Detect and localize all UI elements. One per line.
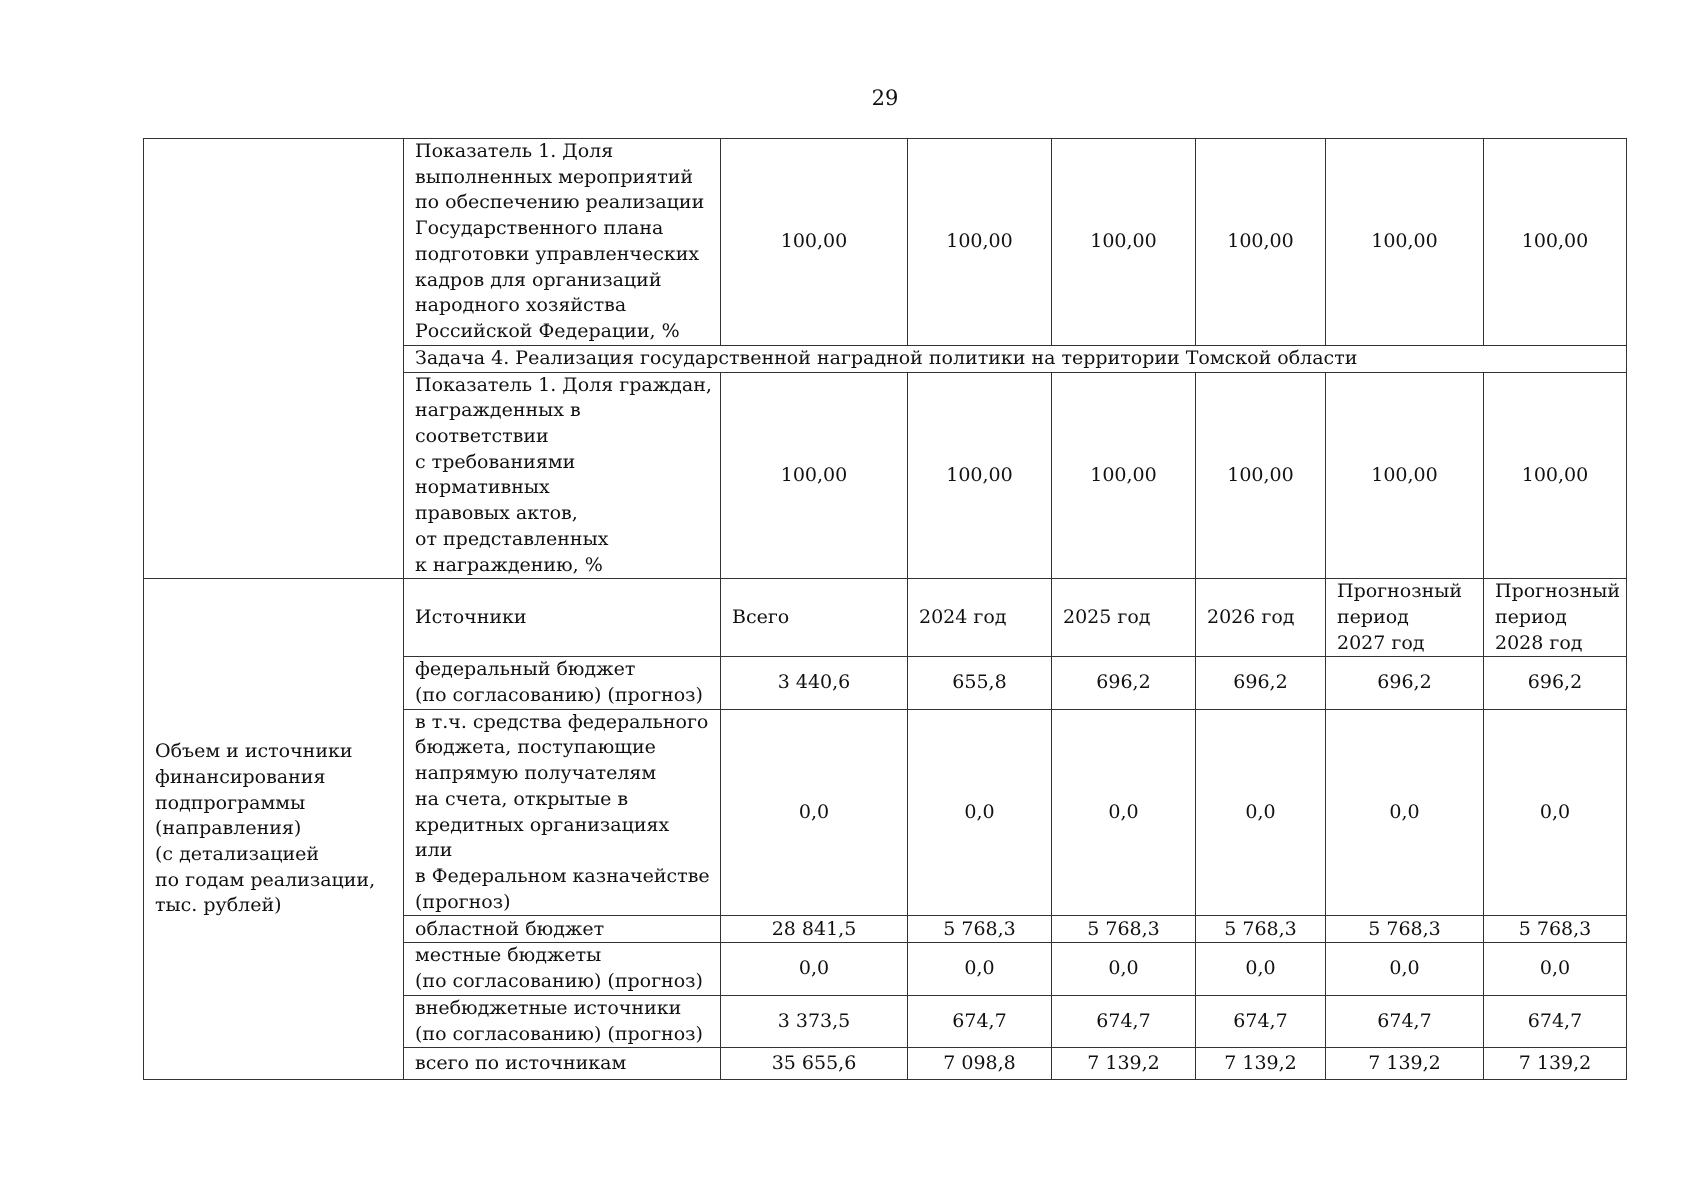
indicator-value: 100,00 xyxy=(1326,139,1484,346)
column-header: Прогнозный период 2027 год xyxy=(1326,579,1484,657)
amount-cell: 696,2 xyxy=(1196,657,1326,709)
amount-cell: 0,0 xyxy=(721,943,908,995)
indicator-value: 100,00 xyxy=(1326,372,1484,579)
source-label: местные бюджеты (по согласованию) (прогноз) xyxy=(404,943,721,995)
amount-cell: 696,2 xyxy=(1484,657,1627,709)
source-label: федеральный бюджет (по согласованию) (прогноз) xyxy=(404,657,721,709)
column-header: 2026 год xyxy=(1196,579,1326,657)
amount-cell: 5 768,3 xyxy=(908,916,1052,943)
amount-cell: 674,7 xyxy=(1052,995,1196,1047)
amount-cell: 0,0 xyxy=(1052,943,1196,995)
indicator-value: 100,00 xyxy=(1196,139,1326,346)
source-label: всего по источникам xyxy=(404,1048,721,1080)
column-header: Источники xyxy=(404,579,721,657)
blank-cell xyxy=(144,139,404,579)
column-header: 2025 год xyxy=(1052,579,1196,657)
amount-cell: 5 768,3 xyxy=(1326,916,1484,943)
amount-cell: 7 098,8 xyxy=(908,1048,1052,1080)
indicator-label: Показатель 1. Доля выполненных мероприятий по обеспечению реализации Государственного плана подготовки управленческих кадров для организаций народного хозяйства Российской Федерации, % xyxy=(404,139,721,346)
amount-cell: 0,0 xyxy=(1052,709,1196,916)
amount-cell: 674,7 xyxy=(1326,995,1484,1047)
amount-cell: 655,8 xyxy=(908,657,1052,709)
amount-cell: 674,7 xyxy=(1196,995,1326,1047)
amount-cell: 0,0 xyxy=(1484,943,1627,995)
source-label: в т.ч. средства федерального бюджета, поступающие напрямую получателям на счета, открытые в кредитных организациях или в Федеральном казначействе (прогноз) xyxy=(404,709,721,916)
amount-cell: 0,0 xyxy=(1484,709,1627,916)
column-header: Прогнозный период 2028 год xyxy=(1484,579,1627,657)
amount-cell: 696,2 xyxy=(1052,657,1196,709)
amount-cell: 3 373,5 xyxy=(721,995,908,1047)
amount-cell: 7 139,2 xyxy=(1052,1048,1196,1080)
indicator-value: 100,00 xyxy=(1484,372,1627,579)
amount-cell: 5 768,3 xyxy=(1196,916,1326,943)
source-label: внебюджетные источники (по согласованию) (прогноз) xyxy=(404,995,721,1047)
indicator-value: 100,00 xyxy=(1052,139,1196,346)
indicator-value: 100,00 xyxy=(1196,372,1326,579)
indicator-row xyxy=(144,139,1627,346)
amount-cell: 35 655,6 xyxy=(721,1048,908,1080)
source-label: областной бюджет xyxy=(404,916,721,943)
amount-cell: 696,2 xyxy=(1326,657,1484,709)
amount-cell: 0,0 xyxy=(1196,943,1326,995)
amount-cell: 0,0 xyxy=(908,709,1052,916)
indicator-value: 100,00 xyxy=(908,139,1052,346)
amount-cell: 0,0 xyxy=(908,943,1052,995)
amount-cell: 674,7 xyxy=(1484,995,1627,1047)
amount-cell: 0,0 xyxy=(1326,943,1484,995)
indicator-value: 100,00 xyxy=(908,372,1052,579)
indicator-value: 100,00 xyxy=(721,372,908,579)
amount-cell: 0,0 xyxy=(721,709,908,916)
financing-section-label: Объем и источники финансирования подпрограммы (направления) (с детализацией по годам реализации, тыс. рублей) xyxy=(144,579,404,1080)
amount-cell: 3 440,6 xyxy=(721,657,908,709)
column-header: 2024 год xyxy=(908,579,1052,657)
indicator-value: 100,00 xyxy=(1052,372,1196,579)
task-title: Задача 4. Реализация государственной наградной политики на территории Томской области xyxy=(404,345,1627,372)
amount-cell: 28 841,5 xyxy=(721,916,908,943)
indicator-label: Показатель 1. Доля граждан, награжденных в соответствии с требованиями нормативных правовых актов, от представленных к награждению, % xyxy=(404,372,721,579)
subprogram-passport-table xyxy=(143,138,1627,1080)
amount-cell: 5 768,3 xyxy=(1052,916,1196,943)
amount-cell: 5 768,3 xyxy=(1484,916,1627,943)
amount-cell: 7 139,2 xyxy=(1484,1048,1627,1080)
amount-cell: 7 139,2 xyxy=(1196,1048,1326,1080)
column-header: Всего xyxy=(721,579,908,657)
amount-cell: 674,7 xyxy=(908,995,1052,1047)
financing-header-row xyxy=(144,579,1627,657)
indicator-value: 100,00 xyxy=(721,139,908,346)
page-number: 29 xyxy=(871,86,899,110)
amount-cell: 0,0 xyxy=(1196,709,1326,916)
amount-cell: 7 139,2 xyxy=(1326,1048,1484,1080)
indicator-value: 100,00 xyxy=(1484,139,1627,346)
amount-cell: 0,0 xyxy=(1326,709,1484,916)
